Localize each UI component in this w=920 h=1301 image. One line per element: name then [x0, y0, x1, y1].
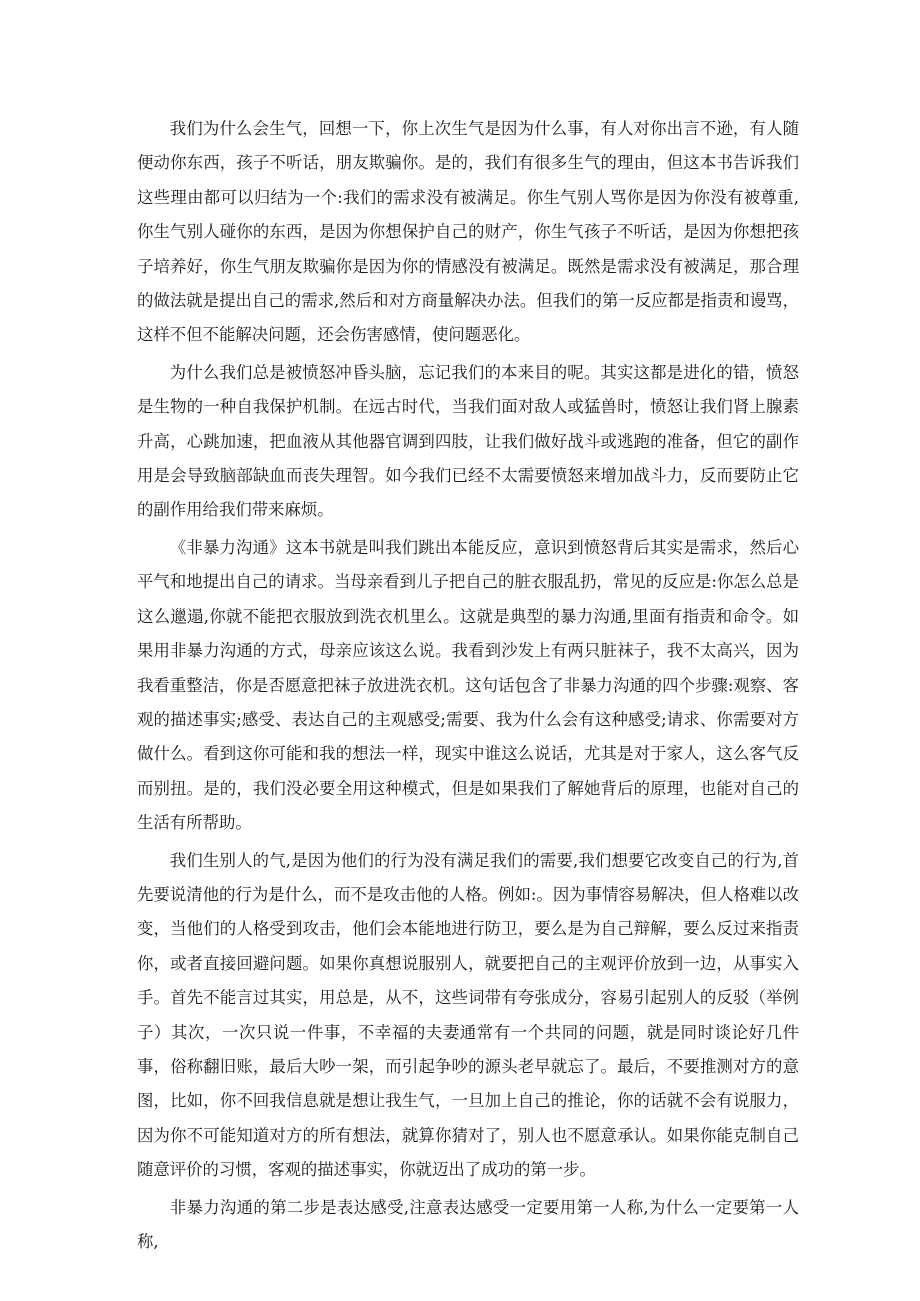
paragraph-5: 非暴力沟通的第二步是表达感受,注意表达感受一定要用第一人称,为什么一定要第一人称, — [137, 1197, 799, 1251]
paragraph-2: 为什么我们总是被愤怒冲昏头脑，忘记我们的本来目的呢。其实这都是进化的错，愤怒是生物的一种自我保护机制。在远古时代，当我们面对敌人或猛兽时，愤怒让我们肾上腺素升高，心跳加速，把血液从其他器官调到四肢，让我们做好战斗或逃跑的准备，但它的副作用是会导致脑部缺血而丧失理智。如今我们已经不太需要愤怒来增加战斗力，反而要防止它的副作用给我们带来麻烦。 — [137, 362, 799, 520]
paragraph-1: 我们为什么会生气，回想一下，你上次生气是因为什么事，有人对你出言不逊，有人随便动你东西，孩子不听话，朋友欺骗你。是的，我们有很多生气的理由，但这本书告诉我们这些理由都可以归结为一个:我们的需求没有被满足。你生气别人骂你是因为你没有被尊重,你生气别人碰你的东西，是因为你想保护自己的财产，你生气孩子不听话，是因为你想把孩子培养好，你生气朋友欺骗你是因为你的情感没有被满足。既然是需求没有被满足，那合理的做法就是提出自己的需求,然后和对方商量解决办法。但我们的第一反应都是指责和谩骂，这样不但不能解决问题，还会伤害感情，使问题恶化。 — [137, 119, 799, 345]
document-body — [137, 112, 799, 1262]
paragraph-4: 我们生别人的气,是因为他们的行为没有满足我们的需要,我们想要它改变自己的行为,首先要说清他的行为是什么，而不是攻击他的人格。例如:。因为事情容易解决，但人格难以改变，当他们的人格受到攻击，他们会本能地进行防卫，要么是为自己辩解，要么反过来指责你，或者直接回避问题。如果你真想说服别人，就要把自己的主观评价放到一边，从事实入手。首先不能言过其实，用总是，从不，这些词带有夸张成分，容易引起别人的反驳（举例子）其次，一次只说一件事，不幸福的夫妻通常有一个共同的问题，就是同时谈论好几件事，俗称翻旧账，最后大吵一架，而引起争吵的源头老早就忘了。最后，不要推测对方的意图，比如，你不回我信息就是想让我生气，一旦加上自己的推论，你的话就不会有说服力，因为你不可能知道对方的所有想法，就算你猜对了，别人也不愿意承认。如果你能克制自己随意评价的习惯，客观的描述事实，你就迈出了成功的第一步。 — [137, 850, 799, 1180]
paragraph-3: 《非暴力沟通》这本书就是叫我们跳出本能反应，意识到愤怒背后其实是需求，然后心平气和地提出自己的请求。当母亲看到儿子把自己的脏衣服乱扔，常见的反应是:你怎么总是这么邋遢,你就不能把衣服放到洗衣机里么。这就是典型的暴力沟通,里面有指责和命令。如果用非暴力沟通的方式，母亲应该这么说。我看到沙发上有两只脏袜子，我不太高兴，因为我看重整洁，你是否愿意把袜子放进洗衣机。这句话包含了非暴力沟通的四个步骤:观察、客观的描述事实;感受、表达自己的主观感受;需要、我为什么会有这种感受;请求、你需要对方做什么。看到这你可能和我的想法一样，现实中谁这么说话，尤其是对于家人，这么客气反而别扭。是的，我们没必要全用这种模式，但是如果我们了解她背后的原理，也能对自己的生活有所帮助。 — [137, 537, 799, 833]
